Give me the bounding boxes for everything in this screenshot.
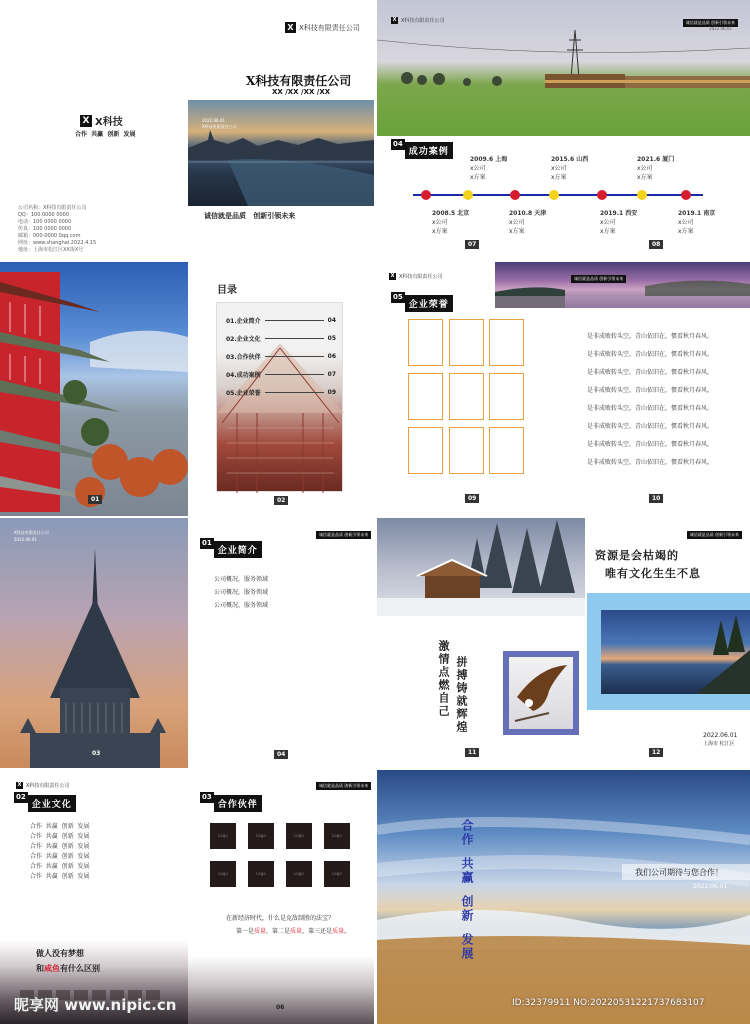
- section-title: 企业简介: [214, 541, 262, 558]
- culture-rows: [30, 822, 89, 882]
- honor-panel: [377, 262, 750, 516]
- back-slogan-word: 创新: [460, 895, 474, 923]
- back-slogan-word: 共赢: [460, 857, 474, 885]
- lake-photo: [495, 262, 750, 308]
- contact-line: 网址：www.shanghai.2022.4.15: [18, 240, 97, 246]
- partner-logo-slot: Logo: [324, 823, 350, 849]
- intro-line: 公司概况，服务领域: [214, 602, 269, 609]
- timeline-line: [413, 194, 703, 196]
- partner-header-tag: 诚信就是品质 创新引领未来: [316, 782, 371, 790]
- page-number: 11: [465, 748, 479, 757]
- pagoda-graphic: [0, 262, 188, 516]
- timeline-dot: [421, 190, 431, 200]
- tower-graphic: [0, 518, 188, 768]
- contact-info: [18, 205, 96, 254]
- train-photo: [377, 0, 750, 136]
- honor-line: 是非成败转头空，青山依旧在，惯看秋月春风。: [587, 333, 714, 340]
- cases-date: 2022.06.01: [709, 26, 732, 31]
- culture-row: 合作 共赢 创新 发展: [30, 833, 90, 840]
- culture-row: 合作 共赢 创新 发展: [30, 843, 90, 850]
- honor-brand: X X科技有限责任公司: [390, 273, 443, 280]
- partner-logo-slot: Logo: [286, 823, 312, 849]
- watermark-logo: 昵享网 www.nipic.cn: [14, 996, 177, 1014]
- eagle-graphic: [509, 657, 573, 729]
- partner-logo-slot: Logo: [210, 861, 236, 887]
- section-number: 03: [202, 793, 212, 801]
- culture-place: 上海市 松江区: [703, 741, 735, 747]
- partner-logo-slot: Logo: [248, 823, 274, 849]
- timeline-dot: [597, 190, 607, 200]
- toc-item[interactable]: 02.企业文化 05: [226, 334, 336, 343]
- logo-mark-large: X: [80, 115, 92, 127]
- culture-slogan-header-tag: 诚信就是品质 创新引领未来: [687, 531, 742, 539]
- intro-line: 公司概况，服务领域: [214, 589, 269, 596]
- section-number: 01: [202, 539, 212, 547]
- section-title: 成功案例: [405, 142, 453, 159]
- cases-section-heading: [391, 139, 453, 159]
- page-number: 12: [649, 748, 663, 757]
- vertical-slogan-1: 激情点燃自己: [437, 640, 450, 718]
- section-title: 企业文化: [28, 795, 76, 812]
- timeline-dot: [681, 190, 691, 200]
- tower-date: 2022.06.01: [14, 537, 37, 542]
- snow-cabin-graphic: [377, 518, 585, 616]
- honor-frame: [408, 373, 443, 420]
- lake-graphic: [495, 262, 750, 308]
- coast-graphic: [601, 610, 750, 694]
- toc-item[interactable]: 05.企业荣誉 09: [226, 388, 336, 397]
- cabin-photo: [377, 518, 585, 616]
- tower-panel: [0, 518, 188, 768]
- cover-brand-top: [285, 22, 360, 33]
- toc-panel: [188, 262, 374, 516]
- section-number: 02: [16, 793, 26, 801]
- case-top-item: 2009.6 上海 x公司 x方案: [470, 156, 508, 181]
- cover-values: 合作 共赢 创新 发展: [75, 131, 136, 138]
- intro-text: [214, 575, 268, 614]
- section-number: 05: [393, 293, 403, 301]
- case-bottom-item: 2019.1 西安 x公司 x方案: [600, 210, 638, 235]
- section-number: 04: [393, 140, 403, 148]
- logo-mark: X: [392, 17, 397, 23]
- watermark-id: ID:32379911 NO:20220531221737683107: [512, 998, 705, 1008]
- city-photo-caption: X科技有限责任公司: [202, 124, 237, 129]
- honor-line: 是非成败转头空，青山依旧在，惯看秋月春风。: [587, 459, 714, 466]
- intro-panel: [188, 518, 374, 768]
- case-bottom-item: 2010.8 天津 x公司 x方案: [509, 210, 547, 235]
- company-name-small: X科技有限责任公司: [299, 23, 360, 32]
- honor-line: 是非成败转头空，青山依旧在，惯看秋月春风。: [587, 351, 714, 358]
- toc-title: 目录: [217, 285, 237, 296]
- case-bottom-item: 2019.1 南京 x公司 x方案: [678, 210, 716, 235]
- culture-panel: [0, 770, 188, 1024]
- cover-company-title: X科技有限责任公司: [246, 74, 352, 88]
- culture-row: 合作 共赢 创新 发展: [30, 863, 90, 870]
- page-number: 08: [649, 240, 663, 249]
- partner-answer: 第一是质量，第二是质量，第三还是质量。: [236, 928, 351, 935]
- cover-panel: [0, 0, 374, 256]
- honor-frame: [489, 319, 524, 366]
- culture-row: 合作 共赢 创新 发展: [30, 853, 90, 860]
- beach-graphic: [377, 770, 750, 1024]
- logo-mark: X: [390, 273, 395, 279]
- back-slogan-word: 发展: [460, 933, 474, 961]
- coast-photo: [601, 610, 750, 694]
- contact-line: 地址：上海市松江区XX街X号: [18, 247, 84, 253]
- page-number: 06: [276, 1004, 285, 1011]
- page-number: 02: [274, 496, 288, 505]
- page-number: 01: [88, 495, 102, 504]
- back-message: 我们公司期待与您合作！: [635, 868, 723, 877]
- contact-line: 公司名称：X科技有限责任公司: [18, 205, 87, 211]
- cover-date-placeholder: XX /XX /XX /XX: [272, 88, 331, 96]
- honor-line: 是非成败转头空，青山依旧在，惯看秋月春风。: [587, 405, 714, 412]
- honor-frame: [449, 427, 484, 474]
- page-number: 10: [649, 494, 663, 503]
- partner-section-heading: [200, 792, 262, 812]
- cases-brand: X X科技有限责任公司: [392, 17, 445, 24]
- tower-brand: X科技有限责任公司: [14, 530, 49, 535]
- honor-frame: [489, 373, 524, 420]
- partner-photo-strip: [188, 956, 374, 1024]
- eagle-photo: [509, 657, 573, 729]
- honor-frame: [449, 319, 484, 366]
- back-slogan-word: 合作: [460, 819, 474, 847]
- honor-header-tag: 诚信就是品质 创新引领未来: [571, 275, 626, 283]
- vertical-slogan-2: 拼搏铸就辉煌: [455, 656, 468, 734]
- page-number: 09: [465, 494, 479, 503]
- toc-item[interactable]: 04.成功案例 07: [226, 370, 336, 379]
- contact-line: 邮箱：000-0000 0qq.com: [18, 233, 81, 239]
- culture-heading-1: 资源是会枯竭的: [595, 549, 679, 562]
- honor-line: 是非成败转头空，青山依旧在，惯看秋月春风。: [587, 369, 714, 376]
- honor-text-block: [587, 332, 713, 476]
- case-bottom-item: 2008.5 北京 x公司 x方案: [432, 210, 470, 235]
- toc-item[interactable]: 03.合作伙伴 06: [226, 352, 336, 361]
- back-vertical-slogan: [459, 814, 483, 966]
- cases-header-tag: 诚信就是品质 创新引领未来: [683, 19, 738, 27]
- cover-slogan: 诚信就是品质 创新引领未来: [204, 212, 296, 220]
- partner-logo-slot: Logo: [324, 861, 350, 887]
- back-cover-panel: [377, 770, 750, 1024]
- partner-logo-slot: Logo: [248, 861, 274, 887]
- honor-frame: [489, 427, 524, 474]
- city-photo: [188, 100, 374, 206]
- case-top-item: 2015.6 山西 x公司 x方案: [551, 156, 589, 181]
- intro-header-tag: 诚信就是品质 创新引领未来: [316, 531, 371, 539]
- cases-panel: [377, 0, 750, 256]
- partner-question: 在新经济时代，什么是克敌制胜的法宝？: [226, 915, 335, 922]
- company-short-name: X科技: [95, 117, 123, 128]
- culture-section-heading: [14, 792, 76, 812]
- timeline-dot: [637, 190, 647, 200]
- contact-line: 传真：100 0000 0000: [18, 226, 72, 232]
- back-date: 2022.06.01: [693, 883, 728, 890]
- culture-brand: X X科技有限责任公司: [17, 782, 70, 789]
- culture-heading-2: 唯有文化生生不息: [605, 567, 701, 580]
- logo-mark: X: [285, 22, 296, 33]
- quote-line-2: 和咸鱼有什么区别: [36, 964, 100, 973]
- honor-line: 是非成败转头空，青山依旧在，惯看秋月春风。: [587, 387, 714, 394]
- intro-line: 公司概况，服务领域: [214, 576, 269, 583]
- honor-line: 是非成败转头空，青山依旧在，惯看秋月春风。: [587, 441, 714, 448]
- contact-line: 电话：100 0000 0000: [18, 219, 72, 225]
- honor-frame: [449, 373, 484, 420]
- partner-panel: [188, 770, 374, 1024]
- culture-slogan-panel: [377, 518, 750, 768]
- honor-line: 是非成败转头空，青山依旧在，惯看秋月春风。: [587, 423, 714, 430]
- toc-list: [226, 311, 336, 401]
- timeline-dot: [463, 190, 473, 200]
- city-skyline-graphic: [188, 100, 374, 206]
- culture-row: 合作 共赢 创新 发展: [30, 873, 90, 880]
- section-title: 合作伙伴: [214, 795, 262, 812]
- page-number: 07: [465, 240, 479, 249]
- cover-logo-block: [80, 113, 123, 128]
- culture-row: 合作 共赢 创新 发展: [30, 823, 90, 830]
- case-top-item: 2021.6 厦门 x公司 x方案: [637, 156, 675, 181]
- city-photo-date: 2022.06.01: [202, 118, 225, 123]
- quote-line-1: 做人没有梦想: [36, 949, 84, 958]
- partner-logo-slot: Logo: [210, 823, 236, 849]
- honor-frame: [408, 427, 443, 474]
- honor-frame: [408, 319, 443, 366]
- logo-mark: X: [17, 782, 22, 788]
- toc-item[interactable]: 01.企业简介 04: [226, 316, 336, 325]
- contact-line: QQ：100 0000 0000: [18, 212, 70, 218]
- culture-date: 2022.06.01: [703, 732, 738, 739]
- section-title: 企业荣誉: [405, 295, 453, 312]
- honor-section-heading: [391, 292, 453, 312]
- partner-logo-slot: Logo: [286, 861, 312, 887]
- page-number: 03: [92, 750, 101, 757]
- timeline-dot: [549, 190, 559, 200]
- timeline-dot: [510, 190, 520, 200]
- pagoda-panel: [0, 262, 188, 516]
- page-number: 04: [274, 750, 288, 759]
- intro-section-heading: [200, 538, 262, 558]
